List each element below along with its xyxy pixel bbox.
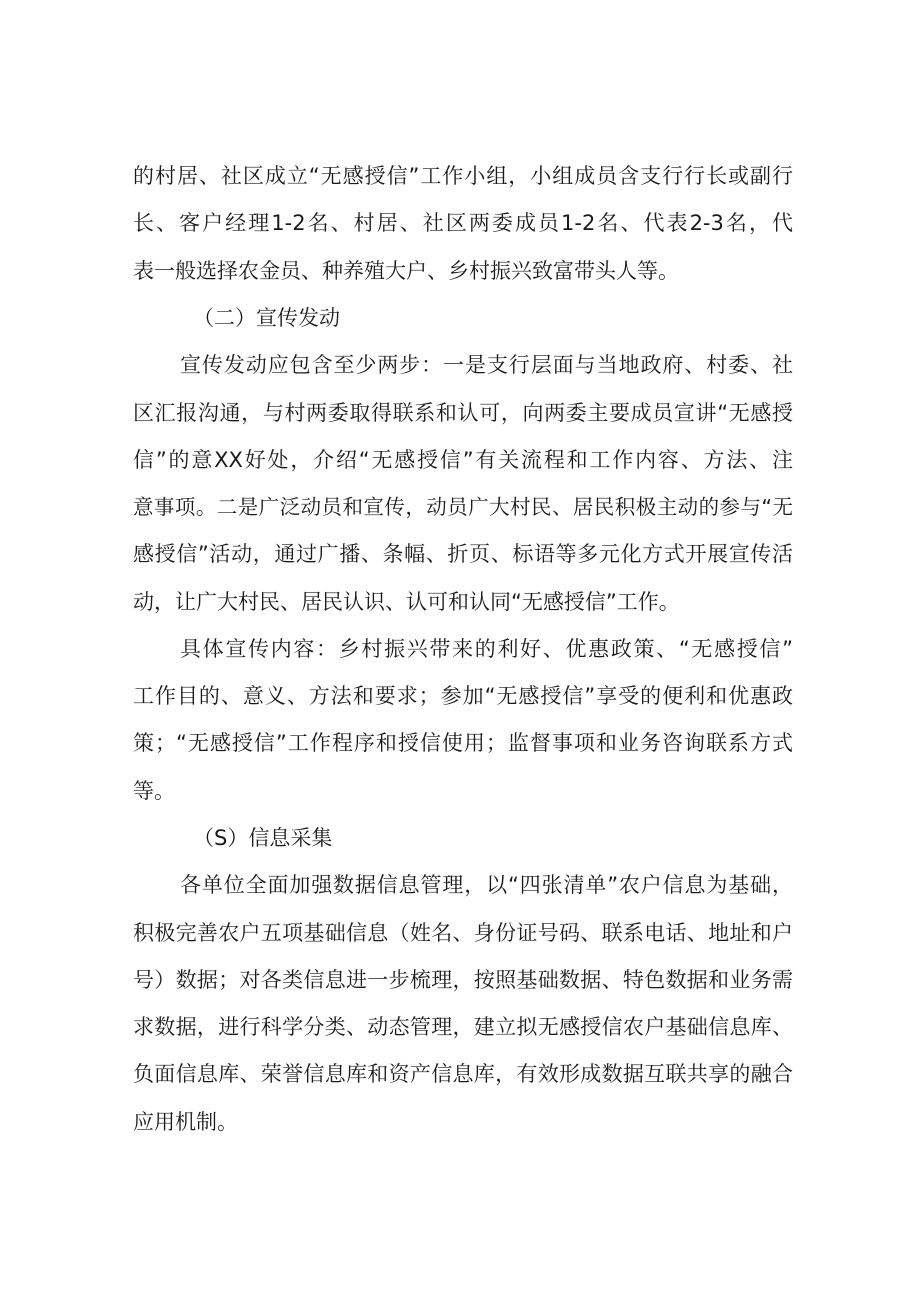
paragraph-2-line-5: 感授信”活动，通过广播、条幅、折页、标语等多元化方式开展宣传活 bbox=[133, 542, 793, 566]
paragraph-3-line-3: 策；“无感授信”工作程序和授信使用；监督事项和业务咨询联系方式 bbox=[133, 731, 793, 755]
section-heading-3: （S）信息采集 bbox=[193, 826, 333, 850]
paragraph-2-line-3: 信”的意XX好处，介绍“无感授信”有关流程和工作内容、方法、注 bbox=[133, 448, 793, 472]
paragraph-2-line-6: 动，让广大村民、居民认识、认可和认同“无感授信”工作。 bbox=[133, 590, 680, 614]
paragraph-4-line-4: 求数据，进行科学分类、动态管理，建立拟无感授信农户基础信息库、 bbox=[133, 1015, 793, 1039]
paragraph-4-line-6: 应用机制。 bbox=[133, 1110, 238, 1134]
paragraph-1-line-1: 的村居、社区成立“无感授信”工作小组，小组成员含支行行长或副行 bbox=[133, 164, 793, 188]
paragraph-1-line-3: 表一般选择农金员、种养殖大户、乡村振兴致富带头人等。 bbox=[133, 259, 679, 283]
paragraph-2-line-2: 区汇报沟通，与村两委取得联系和认可，向两委主要成员宣讲“无感授 bbox=[133, 401, 793, 425]
section-heading-2: （二）宣传发动 bbox=[193, 306, 340, 330]
paragraph-4-line-3: 号）数据；对各类信息进一步梳理，按照基础数据、特色数据和业务需 bbox=[133, 968, 793, 992]
paragraph-3-line-4: 等。 bbox=[133, 779, 175, 803]
paragraph-4-line-2: 积极完善农户五项基础信息（姓名、身份证号码、联系电话、地址和户 bbox=[133, 921, 793, 945]
paragraph-3-line-2: 工作目的、意义、方法和要求；参加“无感授信”享受的便利和优惠政 bbox=[133, 684, 793, 708]
paragraph-3-line-1: 具体宣传内容：乡村振兴带来的利好、优惠政策、“无感授信” bbox=[180, 637, 793, 661]
paragraph-4-line-5: 负面信息库、荣誉信息库和资产信息库，有效形成数据互联共享的融合 bbox=[133, 1062, 793, 1086]
paragraph-1-line-2: 长、客户经理1-2名、村居、社区两委成员1-2名、代表2-3名，代 bbox=[133, 211, 793, 235]
paragraph-2-line-4: 意事项。二是广泛动员和宣传，动员广大村民、居民积极主动的参与“无 bbox=[133, 495, 793, 519]
paragraph-2-line-1: 宣传发动应包含至少两步：一是支行层面与当地政府、村委、社 bbox=[180, 353, 793, 377]
paragraph-4-line-1: 各单位全面加强数据信息管理，以“四张清单”农户信息为基础， bbox=[180, 873, 793, 897]
